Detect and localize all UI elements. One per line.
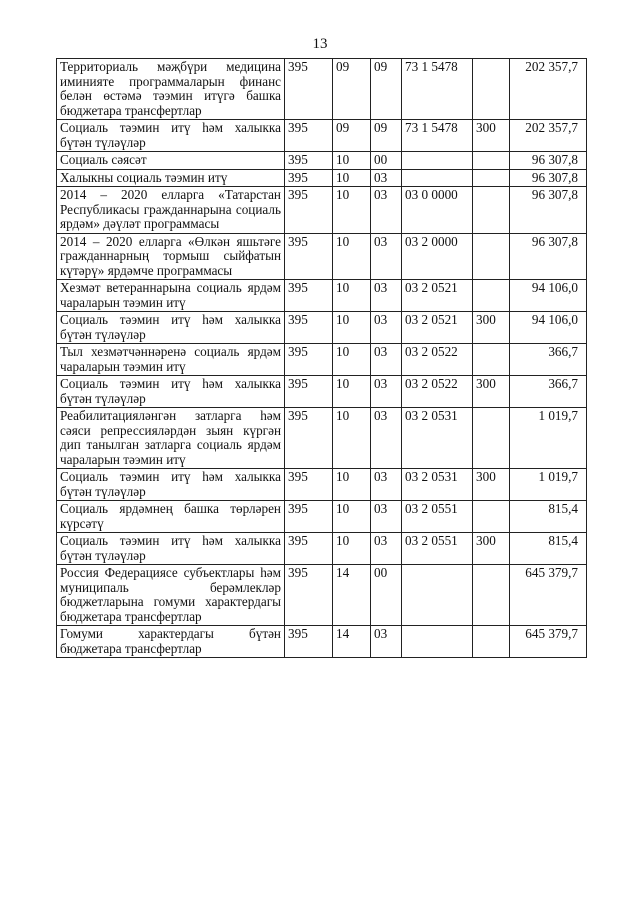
target-article-code (402, 565, 473, 626)
section-code: 10 (333, 169, 371, 187)
line-item-name: Россия Федерациясе субъектлары һәм муниципаль берәмлекләр бюджетларына гомуми характердагы бюджетара трансфертлар (57, 565, 285, 626)
target-article-code: 03 2 0521 (402, 280, 473, 312)
section-code: 10 (333, 344, 371, 376)
table-row (57, 120, 587, 152)
line-item-name: 2014 – 2020 елларга «Татарстан Республикасы гражданнарына социаль ярдәм» дәүләт программасы (57, 187, 285, 234)
subsection-code: 03 (371, 469, 402, 501)
subsection-code: 03 (371, 533, 402, 565)
ministry-code: 395 (285, 469, 333, 501)
table-row (57, 344, 587, 376)
target-article-code: 03 2 0521 (402, 312, 473, 344)
section-code: 09 (333, 120, 371, 152)
amount: 96 307,8 (510, 152, 587, 170)
section-code: 10 (333, 533, 371, 565)
table-row (57, 501, 587, 533)
line-item-name: Реабилитацияләнгән затларга һәм сәяси репрессияләрдән зыян күргән дип танылган затларга социаль ярдәм чараларын тәэмин итү (57, 408, 285, 469)
expense-type-code: 300 (473, 312, 510, 344)
expense-type-code (473, 187, 510, 234)
amount: 645 379,7 (510, 626, 587, 658)
subsection-code: 00 (371, 152, 402, 170)
ministry-code: 395 (285, 533, 333, 565)
table-row (57, 59, 587, 120)
section-code: 14 (333, 565, 371, 626)
ministry-code: 395 (285, 187, 333, 234)
expense-type-code (473, 501, 510, 533)
line-item-name: 2014 – 2020 елларга «Өлкән яшьтәге гражданнарның тормыш сыйфатын күтәрү» ярдәмче программасы (57, 233, 285, 280)
table-row (57, 469, 587, 501)
amount: 202 357,7 (510, 59, 587, 120)
section-code: 09 (333, 59, 371, 120)
table-row (57, 169, 587, 187)
amount: 202 357,7 (510, 120, 587, 152)
expense-type-code (473, 280, 510, 312)
line-item-name: Социаль тәэмин итү һәм халыкка бүтән түләүләр (57, 376, 285, 408)
section-code: 10 (333, 233, 371, 280)
line-item-name: Халыкны социаль тәэмин итү (57, 169, 285, 187)
amount: 96 307,8 (510, 169, 587, 187)
expense-type-code (473, 565, 510, 626)
line-item-name: Хезмәт ветераннарына социаль ярдәм чараларын тәэмин итү (57, 280, 285, 312)
section-code: 10 (333, 501, 371, 533)
subsection-code: 03 (371, 233, 402, 280)
target-article-code: 03 0 0000 (402, 187, 473, 234)
target-article-code: 03 2 0531 (402, 469, 473, 501)
section-code: 10 (333, 469, 371, 501)
amount: 96 307,8 (510, 187, 587, 234)
section-code: 10 (333, 187, 371, 234)
subsection-code: 03 (371, 376, 402, 408)
amount: 815,4 (510, 501, 587, 533)
budget-table (56, 58, 587, 658)
table-row (57, 152, 587, 170)
target-article-code: 03 2 0551 (402, 533, 473, 565)
target-article-code (402, 626, 473, 658)
section-code: 10 (333, 312, 371, 344)
expense-type-code: 300 (473, 533, 510, 565)
line-item-name: Социаль сәясәт (57, 152, 285, 170)
ministry-code: 395 (285, 280, 333, 312)
subsection-code: 03 (371, 187, 402, 234)
table-row (57, 187, 587, 234)
ministry-code: 395 (285, 59, 333, 120)
line-item-name: Социаль тәэмин итү һәм халыкка бүтән түләүләр (57, 533, 285, 565)
section-code: 10 (333, 280, 371, 312)
table-row (57, 233, 587, 280)
amount: 815,4 (510, 533, 587, 565)
ministry-code: 395 (285, 120, 333, 152)
target-article-code (402, 169, 473, 187)
expense-type-code: 300 (473, 376, 510, 408)
subsection-code: 00 (371, 565, 402, 626)
ministry-code: 395 (285, 344, 333, 376)
line-item-name: Территориаль мәҗбүри медицина иминияте программаларын финанс белән өстәмә тәэмин итүгә башка бюджетара трансфертлар (57, 59, 285, 120)
expense-type-code (473, 169, 510, 187)
line-item-name: Тыл хезмәтчәннәренә социаль ярдәм чараларын тәэмин итү (57, 344, 285, 376)
ministry-code: 395 (285, 312, 333, 344)
expense-type-code (473, 626, 510, 658)
amount: 1 019,7 (510, 469, 587, 501)
target-article-code: 73 1 5478 (402, 59, 473, 120)
expense-type-code (473, 152, 510, 170)
amount: 96 307,8 (510, 233, 587, 280)
target-article-code: 73 1 5478 (402, 120, 473, 152)
section-code: 10 (333, 408, 371, 469)
subsection-code: 09 (371, 59, 402, 120)
amount: 1 019,7 (510, 408, 587, 469)
subsection-code: 03 (371, 344, 402, 376)
ministry-code: 395 (285, 169, 333, 187)
target-article-code: 03 2 0522 (402, 344, 473, 376)
line-item-name: Социаль тәэмин итү һәм халыкка бүтән түләүләр (57, 469, 285, 501)
target-article-code: 03 2 0531 (402, 408, 473, 469)
expense-type-code (473, 408, 510, 469)
line-item-name: Социаль тәэмин итү һәм халыкка бүтән түләүләр (57, 120, 285, 152)
expense-type-code (473, 233, 510, 280)
expense-type-code: 300 (473, 469, 510, 501)
target-article-code: 03 2 0000 (402, 233, 473, 280)
table-row (57, 565, 587, 626)
amount: 366,7 (510, 376, 587, 408)
subsection-code: 03 (371, 280, 402, 312)
ministry-code: 395 (285, 501, 333, 533)
subsection-code: 03 (371, 501, 402, 533)
expense-type-code (473, 344, 510, 376)
amount: 94 106,0 (510, 312, 587, 344)
amount: 645 379,7 (510, 565, 587, 626)
target-article-code: 03 2 0551 (402, 501, 473, 533)
amount: 366,7 (510, 344, 587, 376)
subsection-code: 09 (371, 120, 402, 152)
line-item-name: Гомуми характердагы бүтән бюджетара трансфертлар (57, 626, 285, 658)
table-row (57, 626, 587, 658)
table-row (57, 312, 587, 344)
expense-type-code: 300 (473, 120, 510, 152)
amount: 94 106,0 (510, 280, 587, 312)
line-item-name: Социаль тәэмин итү һәм халыкка бүтән түләүләр (57, 312, 285, 344)
section-code: 10 (333, 152, 371, 170)
subsection-code: 03 (371, 408, 402, 469)
expense-type-code (473, 59, 510, 120)
ministry-code: 395 (285, 626, 333, 658)
subsection-code: 03 (371, 312, 402, 344)
line-item-name: Социаль ярдәмнең башка төрләрен күрсәтү (57, 501, 285, 533)
ministry-code: 395 (285, 233, 333, 280)
ministry-code: 395 (285, 376, 333, 408)
table-row (57, 280, 587, 312)
subsection-code: 03 (371, 626, 402, 658)
section-code: 10 (333, 376, 371, 408)
subsection-code: 03 (371, 169, 402, 187)
target-article-code: 03 2 0522 (402, 376, 473, 408)
ministry-code: 395 (285, 152, 333, 170)
page-number: 13 (312, 36, 328, 52)
section-code: 14 (333, 626, 371, 658)
table-row (57, 408, 587, 469)
table-row (57, 533, 587, 565)
table-row (57, 376, 587, 408)
ministry-code: 395 (285, 565, 333, 626)
budget-table-body (57, 59, 587, 658)
target-article-code (402, 152, 473, 170)
ministry-code: 395 (285, 408, 333, 469)
